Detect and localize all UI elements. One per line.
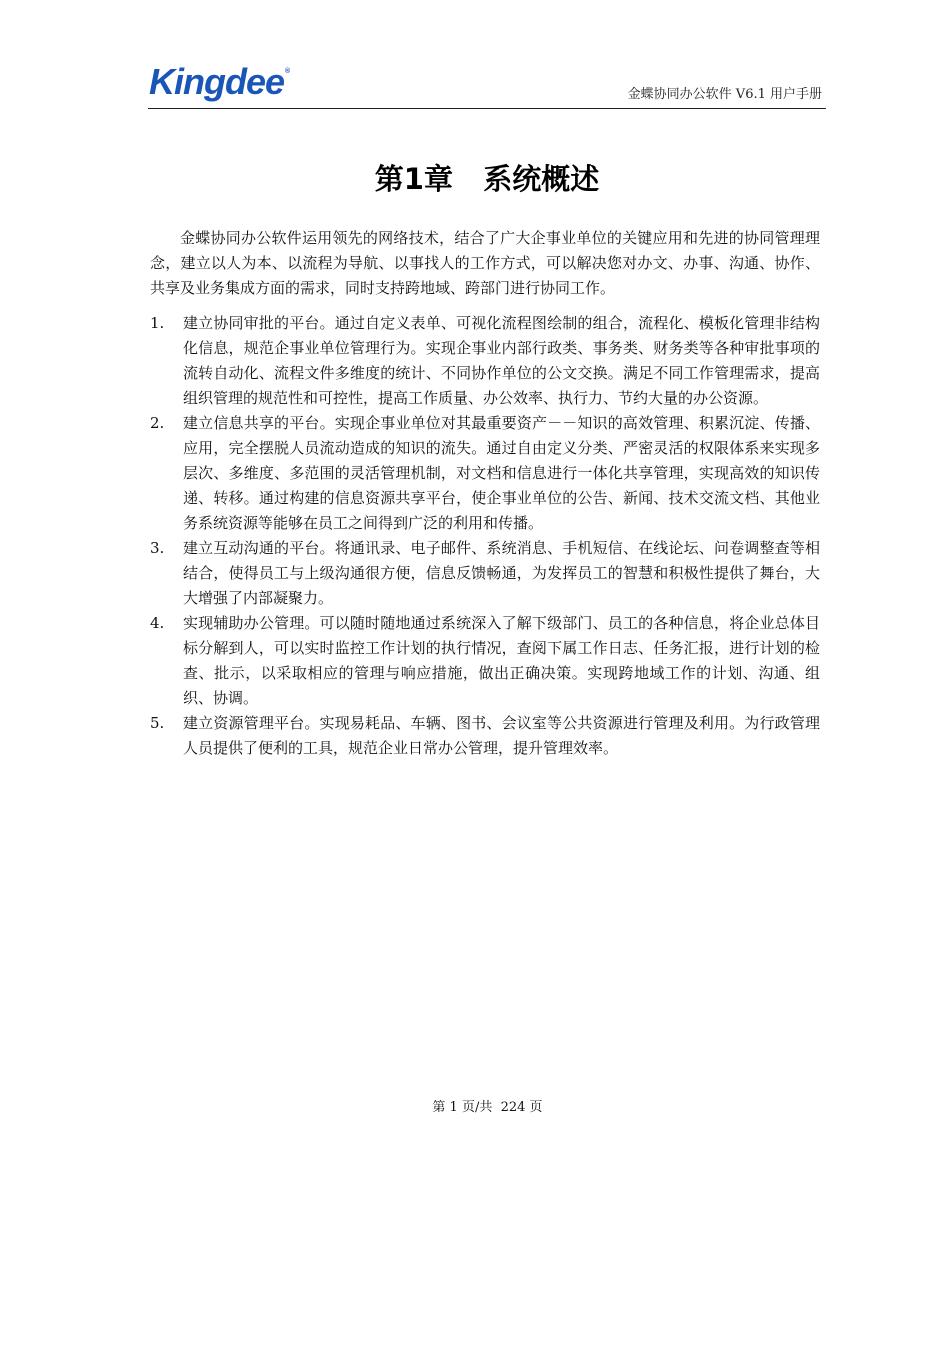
kingdee-logo — [149, 61, 290, 102]
list-item-number: 3. — [150, 539, 165, 557]
list-item-number: 2. — [150, 414, 165, 432]
list-item — [150, 311, 820, 411]
page-footer: 第 1 页/共 224 页 — [432, 1100, 543, 1115]
registered-mark: ® — [285, 68, 290, 75]
list-item-number: 1. — [150, 314, 165, 332]
list-item-number: 5. — [150, 714, 165, 732]
list-item-text: 建立协同审批的平台。通过自定义表单、可视化流程图绘制的组合，流程化、模板化管理非结构化信息，规范企事业单位管理行为。实现企事业内部行政类、事务类、财务类等各种审批事项的流转自动化、流程文件多维度的统计、不同协作单位的公文交换。满足不同工作管理需求，提高组织管理的规范性和可控性，提高工作质量、办公效率、执行力、节约大量的办公资源。 — [183, 314, 820, 407]
list-item-text: 建立资源管理平台。实现易耗品、车辆、图书、会议室等公共资源进行管理及利用。为行政管理人员提供了便利的工具，规范企业日常办公管理，提升管理效率。 — [183, 714, 820, 757]
list-item — [150, 711, 820, 761]
feature-list — [150, 311, 820, 761]
list-item — [150, 611, 820, 711]
intro-paragraph: 金蝶协同办公软件运用领先的网络技术，结合了广大企事业单位的关键应用和先进的协同管理理念，建立以人为本、以流程为导航、以事找人的工作方式，可以解决您对办文、办事、沟通、协作、共享及业务集成方面的需求，同时支持跨地域、跨部门进行协同工作。 — [150, 229, 820, 297]
chapter-title: 第1章 系统概述 — [374, 162, 600, 196]
logo-text: Kingdee — [149, 61, 285, 102]
page-content — [150, 226, 820, 761]
list-item — [150, 536, 820, 611]
document-title: 金蝶协同办公软件 V6.1 用户手册 — [627, 87, 822, 102]
list-item-number: 4. — [150, 614, 165, 632]
list-item-text: 实现辅助办公管理。可以随时随地通过系统深入了解下级部门、员工的各种信息，将企业总体目标分解到人，可以实时监控工作计划的执行情况，查阅下属工作日志、任务汇报，进行计划的检查、批示，以采取相应的管理与响应措施，做出正确决策。实现跨地域工作的计划、沟通、组织、协调。 — [183, 614, 820, 707]
list-item — [150, 411, 820, 536]
list-item-text: 建立互动沟通的平台。将通讯录、电子邮件、系统消息、手机短信、在线论坛、问卷调整查等相结合，使得员工与上级沟通很方便，信息反馈畅通，为发挥员工的智慧和积极性提供了舞台，大大增强了内部凝聚力。 — [183, 539, 820, 607]
list-item-text: 建立信息共享的平台。实现企事业单位对其最重要资产－－知识的高效管理、积累沉淀、传播、应用，完全摆脱人员流动造成的知识的流失。通过自由定义分类、严密灵活的权限体系来实现多层次、多维度、多范围的灵活管理机制，对文档和信息进行一体化共享管理，实现高效的知识传递、转移。通过构建的信息资源共享平台，使企事业单位的公告、新闻、技术交流文档、其他业务系统资源等能够在员工之间得到广泛的利用和传播。 — [183, 414, 820, 532]
page-header — [148, 58, 826, 109]
